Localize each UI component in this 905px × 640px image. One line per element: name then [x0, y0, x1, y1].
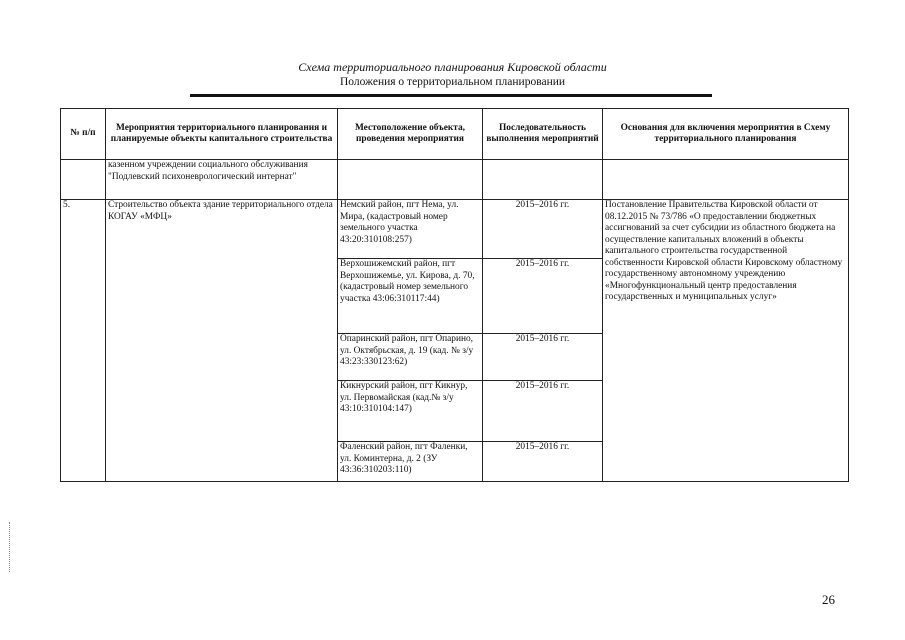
column-header-basis: Основания для включения мероприятия в Схему территориального планирования [603, 109, 849, 160]
column-header-activity: Мероприятия территориального планирования и планируемые объекты капитального строительства [106, 109, 338, 160]
document-subtitle: Положения о территориальном планировании [339, 76, 566, 88]
location-cell: Фаленский район, пгт Фаленки, ул. Коминтерна, д. 2 (ЗУ 43:36:310203:110) [338, 442, 483, 482]
row-activity: Строительство объекта здание территориального отдела КОГАУ «МФЦ» [106, 200, 338, 482]
cell-empty [61, 160, 106, 200]
table-header-row [61, 109, 849, 160]
column-header-sequence: Последовательность выполнения мероприятий [483, 109, 603, 160]
location-cell: Немский район, пгт Нема, ул. Мира, (кадастровый номер земельного участка 43:20:310108:257) [338, 200, 483, 259]
table-row [61, 200, 849, 259]
location-cell: Опаринский район, пгт Опарино, ул. Октябрьская, д. 19 (кад. № з/у 43:23:330123:62) [338, 334, 483, 381]
continuation-text: казенном учреждении социального обслуживания "Подлевский психоневрологический интернат" [106, 160, 338, 200]
header-rule [190, 94, 712, 97]
period-cell: 2015–2016 гг. [483, 442, 603, 482]
planning-table [60, 108, 849, 482]
document-title: Схема территориального планирования Кировской области [298, 60, 607, 74]
cell-empty [603, 160, 849, 200]
location-cell: Верхошижемский район, пгт Верхошижемье, ул. Кирова, д. 70, (кадастровый номер земельного участка 43:06:310117:44) [338, 259, 483, 334]
cell-empty [483, 160, 603, 200]
scan-artifact [9, 522, 12, 572]
page-number: 26 [822, 592, 835, 607]
period-cell: 2015–2016 гг. [483, 334, 603, 381]
period-cell: 2015–2016 гг. [483, 381, 603, 442]
row-number: 5. [61, 200, 106, 482]
column-header-number: № п/п [61, 109, 106, 160]
period-cell: 2015–2016 гг. [483, 200, 603, 259]
row-basis: Постановление Правительства Кировской области от 08.12.2015 № 73/786 «О предоставлении бюджетных ассигнований за счет субсидии из областного бюджета на осуществление капитальных вложений в объекты капитального строительства государственной собственности Кировской области Кировскому областному государственному автономному учреждению «Многофункциональный центр предоставления государственных и муниципальных услуг» [603, 200, 849, 482]
location-cell: Кикнурский район, пгт Кикнур, ул. Первомайская (кад.№ з/у 43:10:310104:147) [338, 381, 483, 442]
cell-empty [338, 160, 483, 200]
column-header-location: Местоположение объекта, проведения мероприятия [338, 109, 483, 160]
period-cell: 2015–2016 гг. [483, 259, 603, 334]
table-row-continuation [61, 160, 849, 200]
